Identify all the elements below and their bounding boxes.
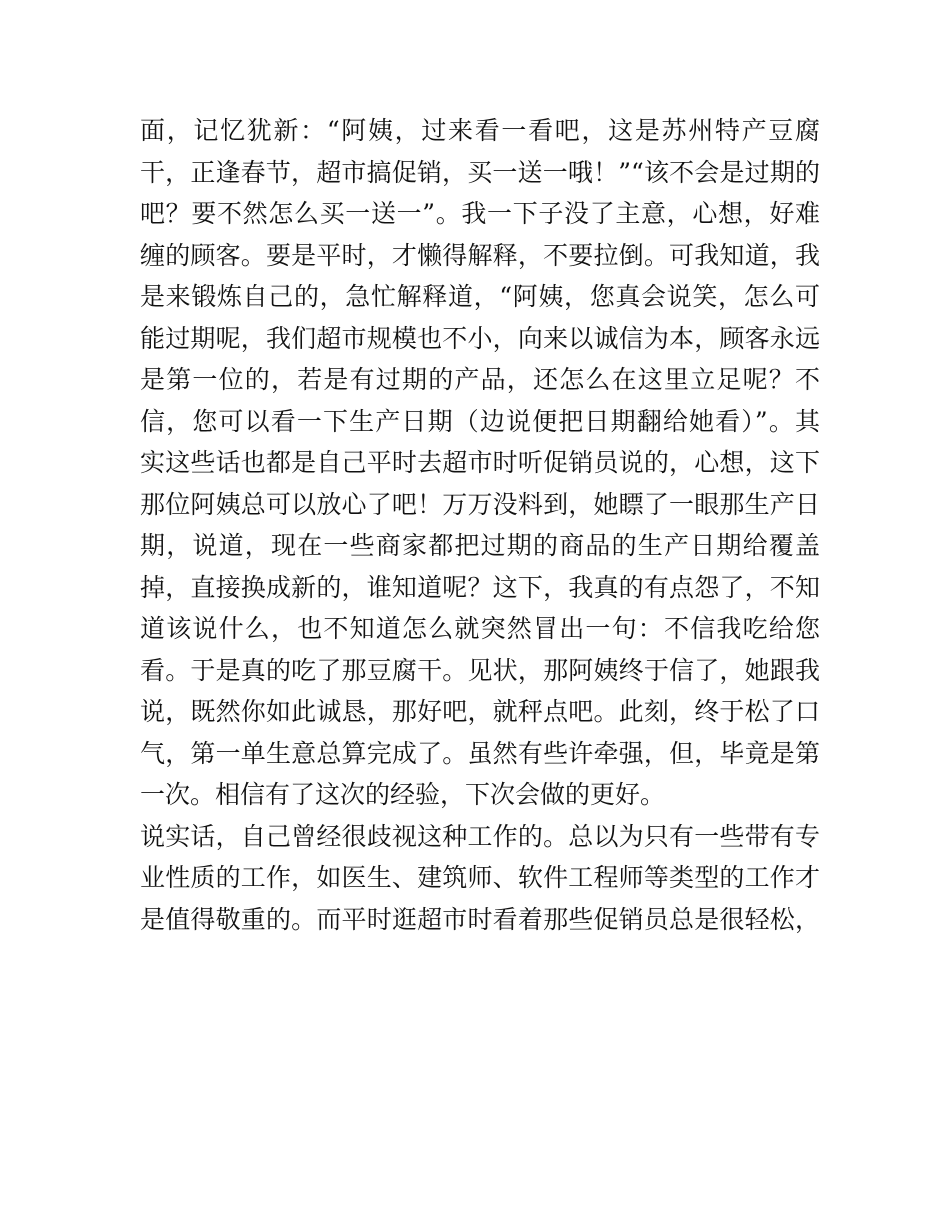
text-line: 那位阿姨总可以放心了吧！万万没料到，她瞟了一眼那生产日 (140, 489, 820, 519)
text-line: 信，您可以看一下生产日期（边说便把日期翻给她看）”。其 (140, 406, 820, 436)
text-line: 说实话，自己曾经很歧视这种工作的。总以为只有一些带有专 (140, 821, 820, 851)
text-line: 气，第一单生意总算完成了。虽然有些许牵强，但，毕竟是第 (140, 738, 820, 768)
text-line: 是第一位的，若是有过期的产品，还怎么在这里立足呢？不 (140, 365, 820, 394)
text-line: 缠的顾客。要是平时，才懒得解释，不要拉倒。可我知道，我 (140, 240, 820, 270)
text-line: 期，说道，现在一些商家都把过期的商品的生产日期给覆盖 (140, 531, 820, 560)
text-line: 说，既然你如此诚恳，那好吧，就秤点吧。此刻，终于松了口 (140, 697, 820, 726)
text-line: 实这些话也都是自己平时去超市时听促销员说的，心想，这下 (140, 448, 820, 477)
body-text (140, 110, 820, 940)
text-line: 一次。相信有了这次的经验，下次会做的更好。 (140, 780, 666, 809)
text-line: 干，正逢春节，超市搞促销，买一送一哦！”“该不会是过期的 (140, 157, 820, 187)
text-line: 业性质的工作，如医生、建筑师、软件工程师等类型的工作才 (140, 863, 820, 892)
text-line: 是来锻炼自己的，急忙解释道，“阿姨，您真会说笑，怎么可 (140, 282, 820, 311)
text-line: 能过期呢，我们超市规模也不小，向来以诚信为本，顾客永远 (140, 323, 820, 353)
text-line: 面，记忆犹新：“阿姨，过来看一看吧，这是苏州特产豆腐 (140, 116, 820, 145)
text-line: 掉，直接换成新的，谁知道呢？这下，我真的有点怨了，不知 (140, 572, 820, 602)
text-line: 道该说什么，也不知道怎么就突然冒出一句：不信我吃给您 (140, 614, 820, 643)
text-line: 看。于是真的吃了那豆腐干。见状，那阿姨终于信了，她跟我 (140, 655, 820, 685)
text-line: 吧？要不然怎么买一送一”。我一下子没了主意，心想，好难 (140, 199, 820, 228)
text-line: 是值得敬重的。而平时逛超市时看着那些促销员总是很轻松， (140, 904, 820, 934)
